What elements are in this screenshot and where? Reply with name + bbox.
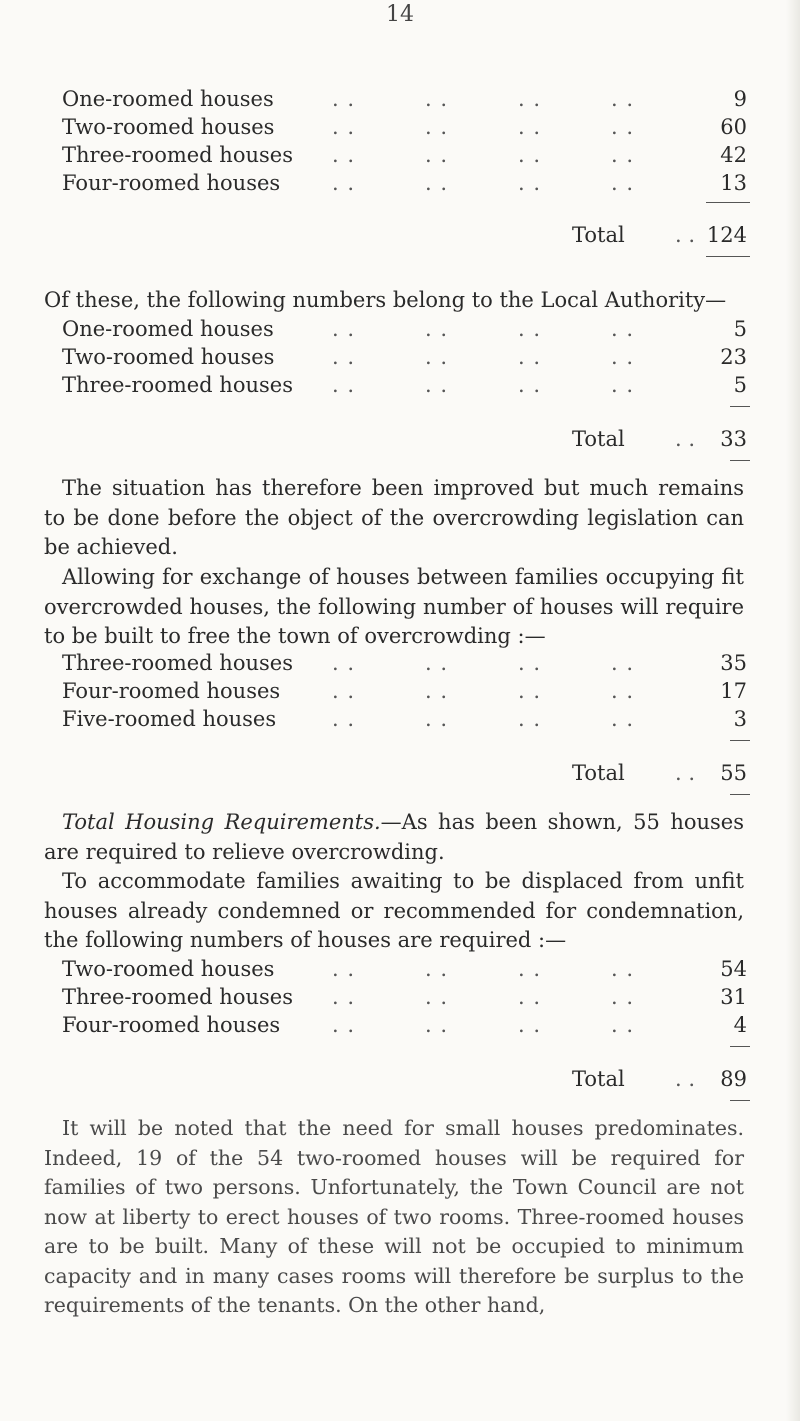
- table-row: [0, 112, 800, 142]
- page-number: 14: [386, 2, 414, 27]
- table-row: [0, 982, 800, 1012]
- total-row: [0, 1064, 800, 1094]
- paragraph-text: Allowing for exchange of houses between families occupying fit overcrowded houses, the following number of houses will require to be built to free the town of overcrowding :—: [44, 565, 744, 648]
- total-rule: [730, 794, 750, 795]
- paragraph: [44, 474, 744, 563]
- total-rule: [730, 740, 750, 741]
- total-label: Total: [572, 761, 625, 785]
- table-row: [0, 314, 800, 344]
- row-label: Two-roomed houses: [62, 957, 275, 981]
- paragraph: [44, 808, 744, 867]
- row-label: Two-roomed houses: [62, 345, 275, 369]
- row-label: Three-roomed houses: [62, 985, 293, 1009]
- total-row: [0, 424, 800, 454]
- row-label: Four-roomed houses: [62, 1013, 281, 1037]
- total-row: [0, 758, 800, 788]
- leader-dots: . .: [675, 1067, 696, 1091]
- row-label: Two-roomed houses: [62, 115, 275, 139]
- total-rule: [730, 1046, 750, 1047]
- row-value: 17: [720, 679, 747, 703]
- paragraph: Of these, the following numbers belong to the Local Authority—: [44, 288, 727, 312]
- total-value: 89: [720, 1067, 747, 1091]
- total-value: 124: [706, 223, 747, 247]
- total-rule: [730, 1100, 750, 1101]
- row-label: One-roomed houses: [62, 87, 274, 111]
- row-value: 4: [733, 1013, 747, 1037]
- leader-dots: . . . . . . . .: [332, 345, 635, 369]
- total-label: Total: [572, 223, 625, 247]
- leader-dots: . . . . . . . .: [332, 707, 635, 731]
- table-row: [0, 140, 800, 170]
- row-label: One-roomed houses: [62, 317, 274, 341]
- section-heading: Total Housing Requirements.: [62, 810, 381, 834]
- table-row: [0, 342, 800, 372]
- leader-dots: . .: [675, 427, 696, 451]
- row-value: 35: [720, 651, 747, 675]
- leader-dots: . .: [675, 223, 696, 247]
- page-edge-shadow: [786, 0, 800, 1421]
- total-rule: [706, 256, 750, 257]
- leader-dots: . . . . . . . .: [332, 115, 635, 139]
- table-row: [0, 676, 800, 706]
- table-row: [0, 84, 800, 114]
- leader-dots: . . . . . . . .: [332, 373, 635, 397]
- paragraph: [44, 867, 744, 956]
- paragraph-text: —As has been shown, 55 houses are required to relieve overcrowding.: [44, 810, 744, 864]
- table-row: [0, 1010, 800, 1040]
- total-value: 55: [720, 761, 747, 785]
- row-value: 60: [720, 115, 747, 139]
- row-value: 5: [733, 373, 747, 397]
- paragraph: [44, 1114, 744, 1321]
- paragraph-text: It will be noted that the need for small houses predominates. Indeed, 19 of the 54 two-roomed houses will be required for families of two persons. Unfortunately, the Town Council are not now at liberty to erect houses of two rooms. Three-roomed houses are to be built. Many of these will not be occupied to minimum capacity and in many cases rooms will therefore be surplus to the requirements of the tenants. On the other hand,: [44, 1116, 744, 1317]
- leader-dots: . . . . . . . .: [332, 171, 635, 195]
- leader-dots: . .: [675, 761, 696, 785]
- table-row: [0, 168, 800, 198]
- row-label: Three-roomed houses: [62, 143, 293, 167]
- leader-dots: . . . . . . . .: [332, 1013, 635, 1037]
- row-value: 3: [733, 707, 747, 731]
- row-value: 31: [720, 985, 747, 1009]
- paragraph-text: To accommodate families awaiting to be displaced from unfit houses already condemned or recommended for condemnation, the following numbers of houses are required :—: [44, 869, 744, 952]
- row-value: 42: [720, 143, 747, 167]
- row-value: 5: [733, 317, 747, 341]
- row-label: Three-roomed houses: [62, 651, 293, 675]
- row-label: Four-roomed houses: [62, 171, 281, 195]
- leader-dots: . . . . . . . .: [332, 985, 635, 1009]
- row-label: Four-roomed houses: [62, 679, 281, 703]
- total-rule: [730, 406, 750, 407]
- total-rule: [730, 460, 750, 461]
- total-value: 33: [720, 427, 747, 451]
- table-row: [0, 648, 800, 678]
- row-label: Three-roomed houses: [62, 373, 293, 397]
- paragraph: [44, 563, 744, 652]
- row-value: 23: [720, 345, 747, 369]
- paragraph-text: The situation has therefore been improved but much remains to be done before the object of the overcrowding legislation can be achieved.: [44, 476, 744, 559]
- leader-dots: . . . . . . . .: [332, 143, 635, 167]
- total-rule: [706, 202, 750, 203]
- table-row: [0, 370, 800, 400]
- leader-dots: . . . . . . . .: [332, 679, 635, 703]
- row-value: 13: [720, 171, 747, 195]
- leader-dots: . . . . . . . .: [332, 87, 635, 111]
- row-label: Five-roomed houses: [62, 707, 277, 731]
- total-label: Total: [572, 1067, 625, 1091]
- table-row: [0, 704, 800, 734]
- leader-dots: . . . . . . . .: [332, 317, 635, 341]
- leader-dots: . . . . . . . .: [332, 957, 635, 981]
- leader-dots: . . . . . . . .: [332, 651, 635, 675]
- total-row: [0, 220, 800, 250]
- row-value: 54: [720, 957, 747, 981]
- total-label: Total: [572, 427, 625, 451]
- row-value: 9: [733, 87, 747, 111]
- table-row: [0, 954, 800, 984]
